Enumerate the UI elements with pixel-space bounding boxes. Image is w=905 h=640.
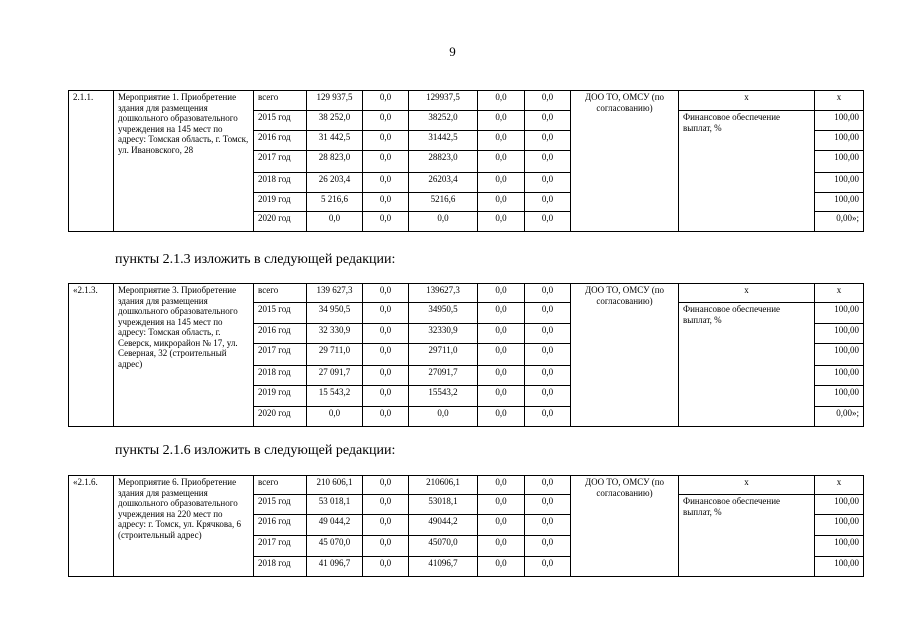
total-amount: 5 216,6 <box>307 193 363 212</box>
measure-code: «2.1.3. <box>69 284 114 427</box>
year-label: всего <box>254 284 307 303</box>
amount-col-3: 0,0 <box>478 284 525 303</box>
amount-col-4: 0,0 <box>525 284 571 303</box>
amount-col-2: 34950,5 <box>409 303 478 324</box>
amount-col-1: 0,0 <box>363 324 409 344</box>
year-label: 2015 год <box>254 495 307 515</box>
amount-col-3: 0,0 <box>478 173 525 193</box>
amount-col-1: 0,0 <box>363 173 409 193</box>
indicator-value: 0,00»; <box>815 212 864 232</box>
total-amount: 45 070,0 <box>307 536 363 557</box>
amount-col-4: 0,0 <box>525 476 571 495</box>
indicator-value: 100,00 <box>815 173 864 193</box>
indicator-value: 0,00»; <box>815 407 864 427</box>
amount-col-4: 0,0 <box>525 344 571 366</box>
amount-col-4: 0,0 <box>525 212 571 232</box>
amount-col-3: 0,0 <box>478 515 525 536</box>
year-label: 2018 год <box>254 557 307 577</box>
year-label: 2016 год <box>254 131 307 151</box>
amount-col-4: 0,0 <box>525 324 571 344</box>
amount-col-3: 0,0 <box>478 536 525 557</box>
section-heading-2-1-3: пункты 2.1.3 изложить в следующей редакции: <box>115 252 396 267</box>
year-label: 2016 год <box>254 324 307 344</box>
amount-col-4: 0,0 <box>525 173 571 193</box>
amount-col-4: 0,0 <box>525 557 571 577</box>
amount-col-2: 45070,0 <box>409 536 478 557</box>
amount-col-3: 0,0 <box>478 212 525 232</box>
indicator-value: 100,00 <box>815 515 864 536</box>
amount-col-2: 38252,0 <box>409 111 478 131</box>
amount-col-3: 0,0 <box>478 495 525 515</box>
amount-col-4: 0,0 <box>525 407 571 427</box>
indicator-value: 100,00 <box>815 344 864 366</box>
amount-col-2: 27091,7 <box>409 366 478 386</box>
measure-table-1 <box>68 90 864 232</box>
amount-col-2: 210606,1 <box>409 476 478 495</box>
total-amount: 41 096,7 <box>307 557 363 577</box>
total-amount: 53 018,1 <box>307 495 363 515</box>
amount-col-1: 0,0 <box>363 407 409 427</box>
year-label: 2017 год <box>254 151 307 173</box>
executor: ДОО ТО, ОМСУ (по согласованию) <box>571 91 679 232</box>
amount-col-4: 0,0 <box>525 386 571 407</box>
measure-code: 2.1.1. <box>69 91 114 232</box>
indicator-name: Финансовое обеспечение выплат, % <box>679 495 815 577</box>
measure-table-2 <box>68 283 864 427</box>
amount-col-3: 0,0 <box>478 344 525 366</box>
amount-col-1: 0,0 <box>363 386 409 407</box>
year-label: 2016 год <box>254 515 307 536</box>
year-label: 2015 год <box>254 303 307 324</box>
amount-col-4: 0,0 <box>525 303 571 324</box>
amount-col-3: 0,0 <box>478 91 525 111</box>
indicator-value: 100,00 <box>815 366 864 386</box>
amount-col-2: 41096,7 <box>409 557 478 577</box>
amount-col-3: 0,0 <box>478 131 525 151</box>
year-label: 2018 год <box>254 173 307 193</box>
amount-col-4: 0,0 <box>525 131 571 151</box>
indicator-value: 100,00 <box>815 303 864 324</box>
amount-col-1: 0,0 <box>363 151 409 173</box>
indicator-value: 100,00 <box>815 193 864 212</box>
amount-col-2: 26203,4 <box>409 173 478 193</box>
indicator-value: 100,00 <box>815 386 864 407</box>
amount-col-4: 0,0 <box>525 91 571 111</box>
amount-col-3: 0,0 <box>478 366 525 386</box>
indicator-value: 100,00 <box>815 495 864 515</box>
amount-col-1: 0,0 <box>363 495 409 515</box>
year-label: 2015 год <box>254 111 307 131</box>
amount-col-2: 28823,0 <box>409 151 478 173</box>
executor: ДОО ТО, ОМСУ (по согласованию) <box>571 476 679 577</box>
measure-description: Мероприятие 6. Приобретение здания для размещения дошкольного образовательного учреждения на 220 мест по адресу: г. Томск, ул. Крячкова, 6 (строительный адрес) <box>114 476 254 577</box>
year-label: всего <box>254 476 307 495</box>
total-amount: 129 937,5 <box>307 91 363 111</box>
section-heading-2-1-6: пункты 2.1.6 изложить в следующей редакции: <box>115 443 396 458</box>
total-amount: 139 627,3 <box>307 284 363 303</box>
total-amount: 0,0 <box>307 407 363 427</box>
amount-col-1: 0,0 <box>363 515 409 536</box>
total-amount: 31 442,5 <box>307 131 363 151</box>
amount-col-1: 0,0 <box>363 284 409 303</box>
amount-col-3: 0,0 <box>478 324 525 344</box>
indicator-name: Финансовое обеспечение выплат, % <box>679 303 815 427</box>
amount-col-4: 0,0 <box>525 111 571 131</box>
amount-col-1: 0,0 <box>363 303 409 324</box>
amount-col-4: 0,0 <box>525 536 571 557</box>
amount-col-2: 129937,5 <box>409 91 478 111</box>
measure-code: «2.1.6. <box>69 476 114 577</box>
amount-col-3: 0,0 <box>478 407 525 427</box>
measure-description: Мероприятие 3. Приобретение здания для размещения дошкольного образовательного учреждения на 145 мест по адресу: Томская область, г. Северск, микрорайон № 17, ул. Северная, 32 (строительный адрес) <box>114 284 254 427</box>
total-amount: 15 543,2 <box>307 386 363 407</box>
indicator-value: x <box>815 476 864 495</box>
indicator-value: 100,00 <box>815 557 864 577</box>
executor: ДОО ТО, ОМСУ (по согласованию) <box>571 284 679 427</box>
page-number: 9 <box>449 44 456 59</box>
total-amount: 38 252,0 <box>307 111 363 131</box>
total-amount: 28 823,0 <box>307 151 363 173</box>
amount-col-3: 0,0 <box>478 303 525 324</box>
indicator-header-x: x <box>679 284 815 303</box>
amount-col-2: 53018,1 <box>409 495 478 515</box>
year-label: 2019 год <box>254 386 307 407</box>
amount-col-2: 29711,0 <box>409 344 478 366</box>
amount-col-1: 0,0 <box>363 91 409 111</box>
indicator-header-x: x <box>679 476 815 495</box>
total-amount: 49 044,2 <box>307 515 363 536</box>
total-amount: 32 330,9 <box>307 324 363 344</box>
year-label: 2017 год <box>254 344 307 366</box>
year-label: всего <box>254 91 307 111</box>
indicator-name: Финансовое обеспечение выплат, % <box>679 111 815 232</box>
amount-col-4: 0,0 <box>525 495 571 515</box>
amount-col-1: 0,0 <box>363 111 409 131</box>
amount-col-3: 0,0 <box>478 151 525 173</box>
amount-col-4: 0,0 <box>525 366 571 386</box>
indicator-value: 100,00 <box>815 151 864 173</box>
amount-col-1: 0,0 <box>363 557 409 577</box>
amount-col-2: 32330,9 <box>409 324 478 344</box>
measure-table-3 <box>68 475 864 577</box>
amount-col-1: 0,0 <box>363 212 409 232</box>
indicator-value: 100,00 <box>815 111 864 131</box>
amount-col-3: 0,0 <box>478 476 525 495</box>
indicator-value: x <box>815 91 864 111</box>
year-label: 2020 год <box>254 212 307 232</box>
year-label: 2018 год <box>254 366 307 386</box>
amount-col-4: 0,0 <box>525 515 571 536</box>
total-amount: 34 950,5 <box>307 303 363 324</box>
table-row <box>69 91 864 111</box>
amount-col-2: 5216,6 <box>409 193 478 212</box>
amount-col-2: 15543,2 <box>409 386 478 407</box>
total-amount: 29 711,0 <box>307 344 363 366</box>
amount-col-3: 0,0 <box>478 193 525 212</box>
amount-col-1: 0,0 <box>363 193 409 212</box>
amount-col-2: 139627,3 <box>409 284 478 303</box>
amount-col-1: 0,0 <box>363 131 409 151</box>
total-amount: 27 091,7 <box>307 366 363 386</box>
indicator-value: 100,00 <box>815 536 864 557</box>
amount-col-3: 0,0 <box>478 111 525 131</box>
indicator-header-x: x <box>679 91 815 111</box>
amount-col-2: 49044,2 <box>409 515 478 536</box>
amount-col-1: 0,0 <box>363 476 409 495</box>
amount-col-2: 0,0 <box>409 407 478 427</box>
year-label: 2020 год <box>254 407 307 427</box>
total-amount: 0,0 <box>307 212 363 232</box>
amount-col-1: 0,0 <box>363 536 409 557</box>
amount-col-4: 0,0 <box>525 193 571 212</box>
amount-col-4: 0,0 <box>525 151 571 173</box>
amount-col-2: 0,0 <box>409 212 478 232</box>
indicator-value: 100,00 <box>815 324 864 344</box>
amount-col-2: 31442,5 <box>409 131 478 151</box>
total-amount: 26 203,4 <box>307 173 363 193</box>
total-amount: 210 606,1 <box>307 476 363 495</box>
indicator-value: 100,00 <box>815 131 864 151</box>
amount-col-1: 0,0 <box>363 344 409 366</box>
table-row <box>69 284 864 303</box>
amount-col-3: 0,0 <box>478 386 525 407</box>
year-label: 2017 год <box>254 536 307 557</box>
year-label: 2019 год <box>254 193 307 212</box>
indicator-value: x <box>815 284 864 303</box>
measure-description: Мероприятие 1. Приобретение здания для размещения дошкольного образовательного учреждения на 145 мест по адресу: Томская область, г. Томск, ул. Ивановского, 28 <box>114 91 254 232</box>
amount-col-3: 0,0 <box>478 557 525 577</box>
amount-col-1: 0,0 <box>363 366 409 386</box>
table-row <box>69 476 864 495</box>
